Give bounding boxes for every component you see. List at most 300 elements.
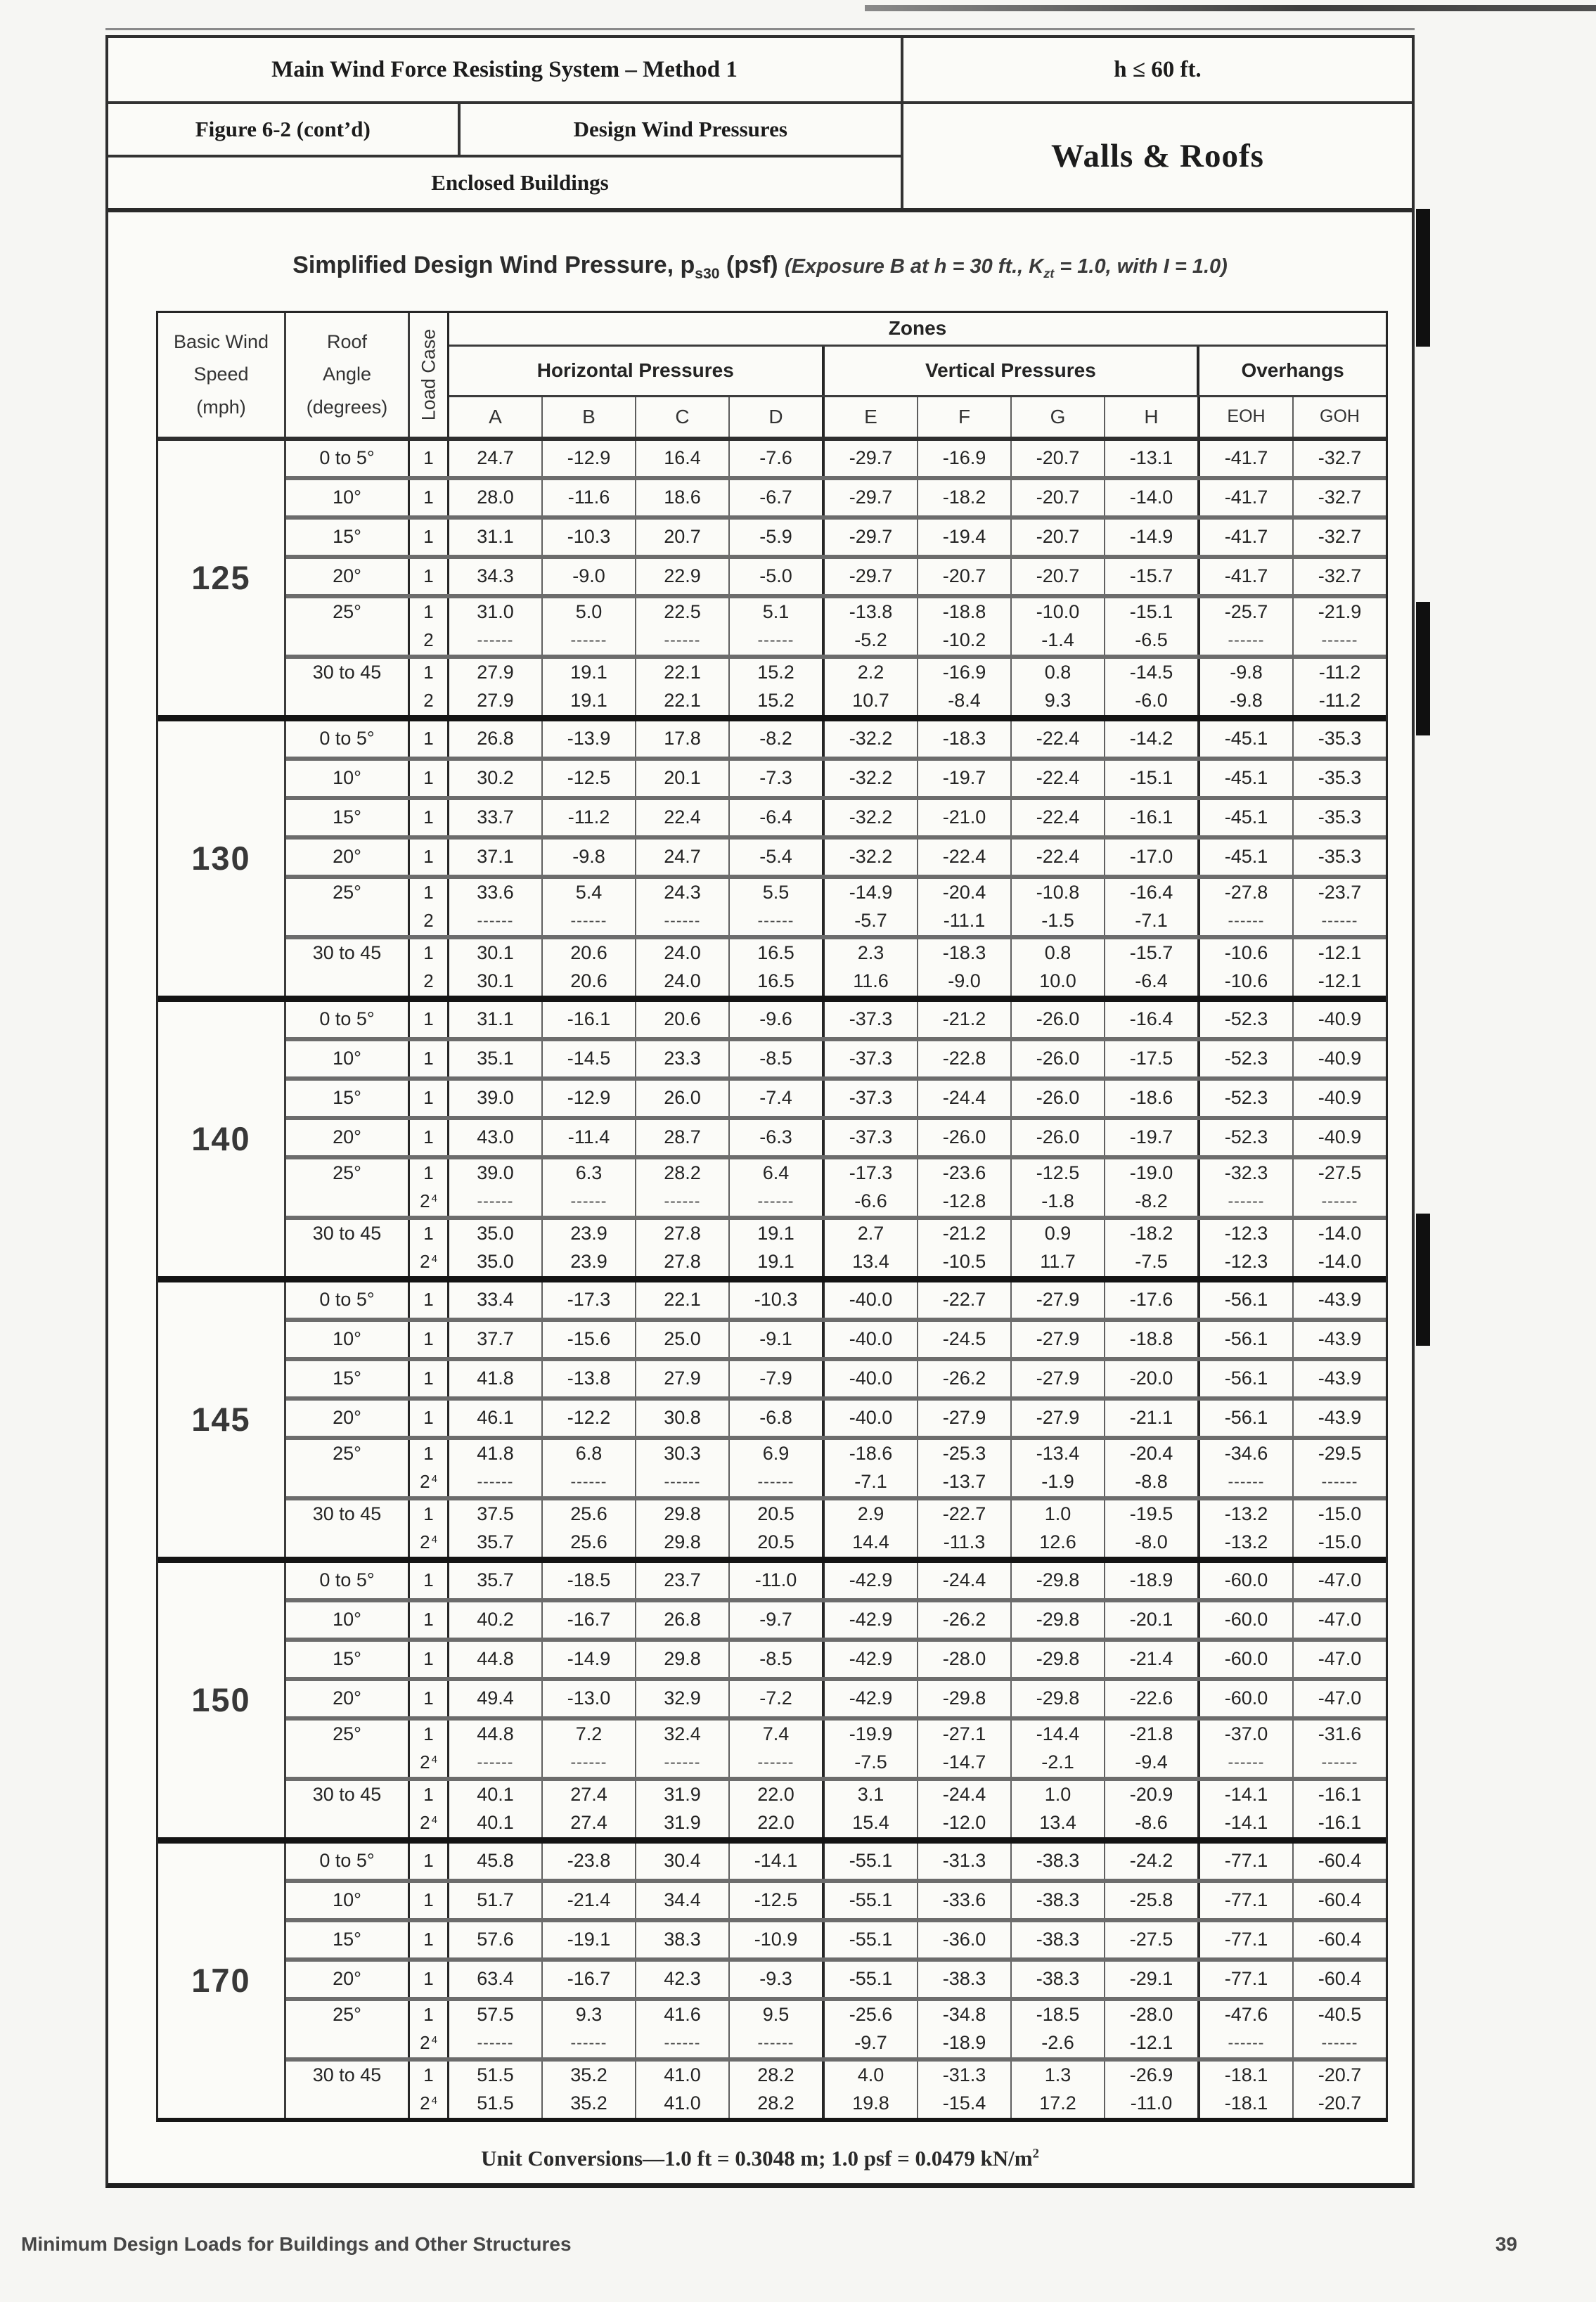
roof-angle-label: 25° xyxy=(333,1162,361,1184)
pressure-value-cell: -28.0 xyxy=(917,1642,1010,1677)
pressure-value-cell: 20.6 xyxy=(635,1002,728,1037)
pressure-value-cell: -26.0 xyxy=(1010,1041,1104,1076)
angle-group xyxy=(286,1396,1386,1436)
load-case-value: 2 4 xyxy=(410,1188,449,1216)
pressure-value-cell: -13.0 xyxy=(541,1681,635,1716)
pressure-value-cell: -37.3 xyxy=(822,1120,917,1155)
pressure-value-cell: -15.6 xyxy=(541,1322,635,1357)
angle-group xyxy=(286,1496,1386,1557)
zone-col-g: G xyxy=(1010,397,1104,437)
pressure-row xyxy=(410,598,1386,626)
pressure-value-cell: 35.7 xyxy=(477,1569,514,1591)
pressure-value-cell: -32.7 xyxy=(1292,520,1386,555)
pressure-rows xyxy=(410,1844,1386,1879)
pressure-value-cell: -56.1 xyxy=(1197,1322,1292,1357)
roof-angle-cell xyxy=(286,1002,410,1037)
pressure-value-cell: -22.4 xyxy=(917,840,1010,875)
pressure-rows xyxy=(410,1002,1386,1037)
pressure-value-cell: -8.2 xyxy=(1104,1188,1197,1216)
pressure-value-cell: 18.6 xyxy=(635,480,728,515)
pressure-row xyxy=(410,1642,1386,1677)
pressure-value-cell: -60.4 xyxy=(1292,1844,1386,1879)
group-header-horizontal-pressures: Horizontal Pressures xyxy=(449,347,825,395)
pressure-value-cell: ------ xyxy=(1197,626,1292,655)
pressure-value-cell: -7.4 xyxy=(728,1081,822,1116)
pressure-value-cell: -18.8 xyxy=(1104,1322,1197,1357)
pressure-rows xyxy=(410,761,1386,796)
roof-angle-cell xyxy=(286,939,410,996)
pressure-value-cell: 38.3 xyxy=(635,1922,728,1957)
angle-groups xyxy=(286,441,1386,715)
angle-group xyxy=(286,1076,1386,1116)
pressure-value-cell: 41.6 xyxy=(635,2001,728,2029)
pressure-row xyxy=(410,1159,1386,1188)
pressure-value-cell: -9.6 xyxy=(728,1002,822,1037)
pressure-value-cell: ------ xyxy=(477,1192,514,1211)
pressure-value-cell: 31.9 xyxy=(635,1781,728,1809)
pressure-value-cell: -26.2 xyxy=(917,1602,1010,1638)
pressure-value-cell: 37.1 xyxy=(477,846,514,868)
pressure-value-cell: 23.9 xyxy=(541,1248,635,1276)
load-case-value: 1 xyxy=(410,441,449,476)
pressure-value-cell: -8.5 xyxy=(728,1642,822,1677)
pressure-value-cell: -47.0 xyxy=(1292,1602,1386,1638)
pressure-rows xyxy=(410,2001,1386,2057)
title-bold: Simplified Design Wind Pressure, $p_{s30}$ (psf) xyxy=(292,252,785,282)
pressure-rows xyxy=(410,1962,1386,1997)
roof-angle-label: 25° xyxy=(333,882,361,904)
pressure-value-cell: 35.2 xyxy=(541,2090,635,2118)
pressure-value-cell: 22.1 xyxy=(635,659,728,687)
column-header-basic-wind-speed: Basic Wind Speed (mph) xyxy=(158,313,286,437)
pressure-value-cell: ------ xyxy=(541,1188,635,1216)
pressure-value-cell: ------ xyxy=(541,907,635,935)
roof-angle-cell xyxy=(286,1844,410,1879)
pressure-value-cell: -21.1 xyxy=(1104,1401,1197,1436)
pressure-value-cell: 22.4 xyxy=(635,800,728,835)
pressure-value-cell: -5.4 xyxy=(728,840,822,875)
load-case-value: 1 xyxy=(410,1220,449,1248)
pressure-value-cell: -29.7 xyxy=(822,441,917,476)
angle-group xyxy=(286,1037,1386,1076)
pressure-value-cell: 30.1 xyxy=(477,942,514,964)
pressure-value-cell: 28.2 xyxy=(635,1159,728,1188)
roof-angle-cell xyxy=(286,1159,410,1216)
zone-col-e: E xyxy=(822,397,917,437)
pressure-value-cell: -60.0 xyxy=(1197,1681,1292,1716)
speed-block xyxy=(158,441,1386,715)
pressure-value-cell: -8.5 xyxy=(728,1041,822,1076)
pressure-value-cell: -20.1 xyxy=(1104,1602,1197,1638)
roof-angle-cell xyxy=(286,2062,410,2118)
pressure-value-cell: 5.4 xyxy=(541,879,635,907)
pressure-value-cell: -13.4 xyxy=(1010,1440,1104,1468)
pressure-row xyxy=(410,1844,1386,1879)
pressure-value-cell: 17.2 xyxy=(1010,2090,1104,2118)
pressure-value-cell: 2.7 xyxy=(822,1220,917,1248)
load-case-value: 1 xyxy=(410,1781,449,1809)
pressure-value-cell: -25.8 xyxy=(1104,1883,1197,1918)
pressure-value-cell: -25.3 xyxy=(917,1440,1010,1468)
pressure-value-cell: -2.1 xyxy=(1010,1749,1104,1777)
pressure-value-cell: 28.7 xyxy=(635,1120,728,1155)
pressure-value-cell: 2.3 xyxy=(822,939,917,967)
roof-angle-label: 10° xyxy=(333,1889,361,1911)
pressure-value-cell: -38.3 xyxy=(1010,1883,1104,1918)
pressure-value-cell: 15.4 xyxy=(822,1809,917,1837)
pressure-value-cell: -11.2 xyxy=(541,800,635,835)
roof-angle-cell xyxy=(286,559,410,594)
pressure-row xyxy=(410,2001,1386,2029)
pressure-value-cell: -12.8 xyxy=(917,1188,1010,1216)
pressure-row xyxy=(410,1188,1386,1216)
pressure-value-cell: -27.9 xyxy=(917,1401,1010,1436)
pressure-row xyxy=(410,1081,1386,1116)
pressure-value-cell: -12.5 xyxy=(728,1883,822,1918)
pressure-value-cell: -21.4 xyxy=(1104,1642,1197,1677)
pressure-value-cell: -6.3 xyxy=(728,1120,822,1155)
pressure-value-cell: -9.7 xyxy=(728,1602,822,1638)
load-case-value: 1 xyxy=(410,879,449,907)
pressure-value-cell: -60.4 xyxy=(1292,1883,1386,1918)
pressure-value-cell: -40.5 xyxy=(1292,2001,1386,2029)
pressure-value-cell: -77.1 xyxy=(1197,1922,1292,1957)
pressure-value-cell: -16.9 xyxy=(917,659,1010,687)
pressure-value-cell: -37.3 xyxy=(822,1081,917,1116)
pressure-value-cell: -38.3 xyxy=(1010,1922,1104,1957)
pressure-value-cell: -26.0 xyxy=(1010,1120,1104,1155)
pressure-value-cell: 30.2 xyxy=(477,767,514,789)
pressure-rows xyxy=(410,659,1386,715)
pressure-value-cell: 42.3 xyxy=(635,1962,728,1997)
pressure-value-cell: 15.2 xyxy=(728,659,822,687)
pressure-value-cell: 6.8 xyxy=(541,1440,635,1468)
pressure-value-cell: -34.8 xyxy=(917,2001,1010,2029)
pressure-value-cell: -19.4 xyxy=(917,520,1010,555)
pressure-value-cell: ------ xyxy=(635,1468,728,1496)
pressure-value-cell: -13.7 xyxy=(917,1468,1010,1496)
roof-angle-label: 0 to 5° xyxy=(319,1289,375,1311)
pressure-value-cell: -16.4 xyxy=(1104,1002,1197,1037)
pressure-value-cell: -8.6 xyxy=(1104,1809,1197,1837)
pressure-row xyxy=(410,907,1386,935)
pressure-value-cell: -28.0 xyxy=(1104,2001,1197,2029)
pressure-value-cell: 16.5 xyxy=(728,967,822,996)
pressure-value-cell: 29.8 xyxy=(635,1529,728,1557)
pressure-rows xyxy=(410,1642,1386,1677)
pressure-rows xyxy=(410,800,1386,835)
angle-groups xyxy=(286,721,1386,996)
pressure-value-cell: -16.7 xyxy=(541,1602,635,1638)
pressure-value-cell: -10.3 xyxy=(728,1282,822,1318)
zone-col-b: B xyxy=(541,397,635,437)
pressure-row xyxy=(410,1681,1386,1716)
pressure-rows xyxy=(410,1081,1386,1116)
pressure-value-cell: -38.3 xyxy=(1010,1962,1104,1997)
pressure-value-cell: -7.6 xyxy=(728,441,822,476)
angle-group xyxy=(286,875,1386,935)
pressure-value-cell: -38.3 xyxy=(1010,1844,1104,1879)
pressure-value-cell: -18.2 xyxy=(917,480,1010,515)
pressure-row xyxy=(410,1563,1386,1598)
pressure-value-cell: -56.1 xyxy=(1197,1282,1292,1318)
pressure-value-cell: 51.7 xyxy=(477,1889,514,1911)
pressure-value-cell: 31.1 xyxy=(477,526,514,548)
angle-group xyxy=(286,1563,1386,1598)
pressure-row xyxy=(410,626,1386,655)
pressure-value-cell: -16.7 xyxy=(541,1962,635,1997)
pressure-value-cell: 20.5 xyxy=(728,1529,822,1557)
pressure-value-cell: -20.7 xyxy=(1010,441,1104,476)
load-case-value: 2 xyxy=(410,967,449,996)
roof-angle-label: 0 to 5° xyxy=(319,1008,375,1030)
pressure-value-cell: -7.5 xyxy=(822,1749,917,1777)
scan-bar-right-2 xyxy=(1416,602,1430,735)
roof-angle-label: 20° xyxy=(333,565,361,587)
pressure-value-cell: -10.3 xyxy=(541,520,635,555)
pressure-row xyxy=(410,1120,1386,1155)
pressure-value-cell: -27.1 xyxy=(917,1721,1010,1749)
pressure-value-cell: -6.6 xyxy=(822,1188,917,1216)
pressure-value-cell: 26.8 xyxy=(635,1602,728,1638)
pressure-value-cell: 12.6 xyxy=(1010,1529,1104,1557)
pressure-row xyxy=(410,441,1386,476)
pressure-value-cell: -32.2 xyxy=(822,721,917,757)
pressure-value-cell: 30.8 xyxy=(635,1401,728,1436)
pressure-value-cell: -8.8 xyxy=(1104,1468,1197,1496)
angle-group xyxy=(286,1155,1386,1216)
pressure-value-cell: 34.3 xyxy=(477,565,514,587)
pressure-value-cell: 49.4 xyxy=(477,1687,514,1709)
pressure-value-cell: -42.9 xyxy=(822,1642,917,1677)
pressure-value-cell: -18.8 xyxy=(917,598,1010,626)
pressure-value-cell: -12.9 xyxy=(541,441,635,476)
pressure-row xyxy=(410,800,1386,835)
roof-angle-cell xyxy=(286,1642,410,1677)
pressure-value-cell: 9.5 xyxy=(728,2001,822,2029)
pressure-value-cell: -20.7 xyxy=(1010,559,1104,594)
pressure-value-cell: -26.0 xyxy=(1010,1081,1104,1116)
pressure-value-cell: ------ xyxy=(635,1188,728,1216)
pressure-row xyxy=(410,2062,1386,2090)
figure-header xyxy=(108,38,1412,212)
pressure-value-cell: -21.4 xyxy=(541,1883,635,1918)
pressure-value-cell: ------ xyxy=(728,1188,822,1216)
pressure-value-cell: -20.7 xyxy=(1010,480,1104,515)
pressure-value-cell: ------ xyxy=(1197,1749,1292,1777)
pressure-value-cell: -18.5 xyxy=(1010,2001,1104,2029)
speed-block xyxy=(158,996,1386,1276)
pressure-value-cell: -12.3 xyxy=(1197,1220,1292,1248)
roof-angle-cell xyxy=(286,1282,410,1318)
wind-speed-value: 125 xyxy=(158,441,286,715)
pressure-value-cell: -32.2 xyxy=(822,840,917,875)
pressure-value-cell: -17.5 xyxy=(1104,1041,1197,1076)
column-header-load-case: Load Case xyxy=(410,313,449,437)
pressure-value-cell: -12.1 xyxy=(1104,2029,1197,2057)
pressure-value-cell: -25.7 xyxy=(1197,598,1292,626)
table-title xyxy=(108,252,1412,283)
pressure-value-cell: 24.0 xyxy=(635,939,728,967)
pressure-value-cell: -16.1 xyxy=(1292,1781,1386,1809)
pressure-value-cell: 26.0 xyxy=(635,1081,728,1116)
pressure-value-cell: 35.0 xyxy=(477,1251,514,1273)
pressure-value-cell: -21.2 xyxy=(917,1002,1010,1037)
pressure-value-cell: -32.7 xyxy=(1292,559,1386,594)
pressure-value-cell: -41.7 xyxy=(1197,520,1292,555)
pressure-value-cell: -23.8 xyxy=(541,1844,635,1879)
pressure-value-cell: -15.4 xyxy=(917,2090,1010,2118)
pressure-value-cell: -18.5 xyxy=(541,1563,635,1598)
roof-angle-label: 20° xyxy=(333,1968,361,1990)
pressure-row xyxy=(410,761,1386,796)
pressure-row xyxy=(410,480,1386,515)
load-case-value: 1 xyxy=(410,1721,449,1749)
pressure-value-cell: -40.0 xyxy=(822,1282,917,1318)
pressure-value-cell: -19.0 xyxy=(1104,1159,1197,1188)
pressure-value-cell: 2.2 xyxy=(822,659,917,687)
load-case-value: 1 xyxy=(410,721,449,757)
pressure-value-cell: ------ xyxy=(477,1472,514,1491)
pressure-value-cell: 23.9 xyxy=(541,1220,635,1248)
pressure-value-cell: ------ xyxy=(477,2033,514,2052)
pressure-value-cell: 2.9 xyxy=(822,1500,917,1529)
pressure-value-cell: ------ xyxy=(1292,626,1386,655)
pressure-value-cell: -12.5 xyxy=(1010,1159,1104,1188)
load-case-value: 1 xyxy=(410,1922,449,1957)
wind-speed-value: 140 xyxy=(158,1002,286,1276)
pressure-rows xyxy=(410,1563,1386,1598)
pressure-value-cell: 19.1 xyxy=(728,1248,822,1276)
pressure-value-cell: -20.7 xyxy=(1010,520,1104,555)
roof-angle-label: 15° xyxy=(333,1648,361,1670)
pressure-value-cell: -47.0 xyxy=(1292,1681,1386,1716)
roof-angle-cell xyxy=(286,1563,410,1598)
pressure-value-cell: 63.4 xyxy=(477,1968,514,1990)
pressure-value-cell: -35.3 xyxy=(1292,761,1386,796)
pressure-rows xyxy=(410,1440,1386,1496)
pressure-value-cell: 20.7 xyxy=(635,520,728,555)
roof-angle-cell xyxy=(286,879,410,935)
load-case-value: 1 xyxy=(410,761,449,796)
pressure-value-cell: ------ xyxy=(635,1749,728,1777)
load-case-value: 1 xyxy=(410,1361,449,1396)
load-case-value: 2 4 xyxy=(410,2090,449,2118)
pressure-value-cell: 29.8 xyxy=(635,1642,728,1677)
pressure-value-cell: -12.1 xyxy=(1292,939,1386,967)
pressure-value-cell: ------ xyxy=(728,907,822,935)
pressure-value-cell: -22.4 xyxy=(1010,721,1104,757)
pressure-value-cell: ------ xyxy=(635,626,728,655)
pressure-value-cell: -29.7 xyxy=(822,480,917,515)
pressure-row xyxy=(410,939,1386,967)
pressure-value-cell: -37.0 xyxy=(1197,1721,1292,1749)
pressure-value-cell: ------ xyxy=(477,1753,514,1772)
pressure-value-cell: -5.9 xyxy=(728,520,822,555)
pressure-value-cell: ------ xyxy=(1197,907,1292,935)
pressure-row xyxy=(410,1322,1386,1357)
pressure-value-cell: -27.9 xyxy=(1010,1401,1104,1436)
pressure-value-cell: 27.4 xyxy=(541,1809,635,1837)
pressure-value-cell: 7.4 xyxy=(728,1721,822,1749)
pressure-value-cell: -41.7 xyxy=(1197,441,1292,476)
pressure-value-cell: -11.0 xyxy=(1104,2090,1197,2118)
pressure-value-cell: 26.8 xyxy=(477,728,514,750)
pressure-value-cell: -13.2 xyxy=(1197,1500,1292,1529)
pressure-row xyxy=(410,1809,1386,1837)
pressure-value-cell: -20.7 xyxy=(1292,2090,1386,2118)
roof-angle-cell xyxy=(286,1401,410,1436)
pressure-value-cell: 23.7 xyxy=(635,1563,728,1598)
pressure-row xyxy=(410,520,1386,555)
pressure-value-cell: 13.4 xyxy=(822,1248,917,1276)
pressure-value-cell: ------ xyxy=(1292,907,1386,935)
pressure-value-cell: 33.4 xyxy=(477,1289,514,1311)
pressure-value-cell: -43.9 xyxy=(1292,1361,1386,1396)
pressure-value-cell: -9.0 xyxy=(917,967,1010,996)
load-case-value: 1 xyxy=(410,1844,449,1879)
pressure-value-cell: 51.5 xyxy=(477,2064,514,2086)
pressure-value-cell: -45.1 xyxy=(1197,761,1292,796)
pressure-value-cell: -7.2 xyxy=(728,1681,822,1716)
pressure-value-cell: -24.4 xyxy=(917,1563,1010,1598)
load-case-value: 1 xyxy=(410,939,449,967)
load-case-value: 1 xyxy=(410,2062,449,2090)
angle-group xyxy=(286,1216,1386,1276)
pressure-value-cell: ------ xyxy=(541,1468,635,1496)
pressure-value-cell: ------ xyxy=(728,1468,822,1496)
pressure-value-cell: -12.0 xyxy=(917,1809,1010,1837)
pressure-value-cell: 34.4 xyxy=(635,1883,728,1918)
pressure-rows xyxy=(410,1922,1386,1957)
pressure-value-cell: -6.7 xyxy=(728,480,822,515)
pressure-value-cell: -20.0 xyxy=(1104,1361,1197,1396)
pressure-value-cell: 19.1 xyxy=(541,659,635,687)
zone-col-a: A xyxy=(489,405,502,427)
angle-group xyxy=(286,655,1386,715)
pressure-value-cell: -22.8 xyxy=(917,1041,1010,1076)
pressure-value-cell: -1.8 xyxy=(1010,1188,1104,1216)
roof-angle-label: 10° xyxy=(333,1048,361,1069)
pressure-value-cell: 40.1 xyxy=(477,1812,514,1834)
load-case-value: 2 xyxy=(410,687,449,715)
pressure-value-cell: -22.6 xyxy=(1104,1681,1197,1716)
angle-group xyxy=(286,1879,1386,1918)
pressure-value-cell: -16.9 xyxy=(917,441,1010,476)
pressure-value-cell: 20.5 xyxy=(728,1500,822,1529)
pressure-value-cell: -35.3 xyxy=(1292,800,1386,835)
pressure-value-cell: -37.3 xyxy=(822,1041,917,1076)
load-case-value: 1 xyxy=(410,1120,449,1155)
pressure-value-cell: -29.8 xyxy=(1010,1681,1104,1716)
load-case-value: 1 xyxy=(410,800,449,835)
pressure-value-cell: -47.0 xyxy=(1292,1563,1386,1598)
pressure-value-cell: -9.8 xyxy=(1197,659,1292,687)
pressure-value-cell: -17.3 xyxy=(541,1282,635,1318)
angle-group xyxy=(286,1357,1386,1396)
pressure-value-cell: ------ xyxy=(1197,1468,1292,1496)
angle-group xyxy=(286,1844,1386,1879)
angle-group xyxy=(286,1282,1386,1318)
pressure-rows xyxy=(410,1159,1386,1216)
pressure-value-cell: -15.7 xyxy=(1104,559,1197,594)
pressure-value-cell: -16.1 xyxy=(541,1002,635,1037)
pressure-value-cell: 0.8 xyxy=(1010,659,1104,687)
pressure-value-cell: -14.4 xyxy=(1010,1721,1104,1749)
header-height-limit: h ≤ 60 ft. xyxy=(903,38,1412,104)
pressure-value-cell: ------ xyxy=(477,631,514,650)
pressure-value-cell: -27.9 xyxy=(1010,1361,1104,1396)
